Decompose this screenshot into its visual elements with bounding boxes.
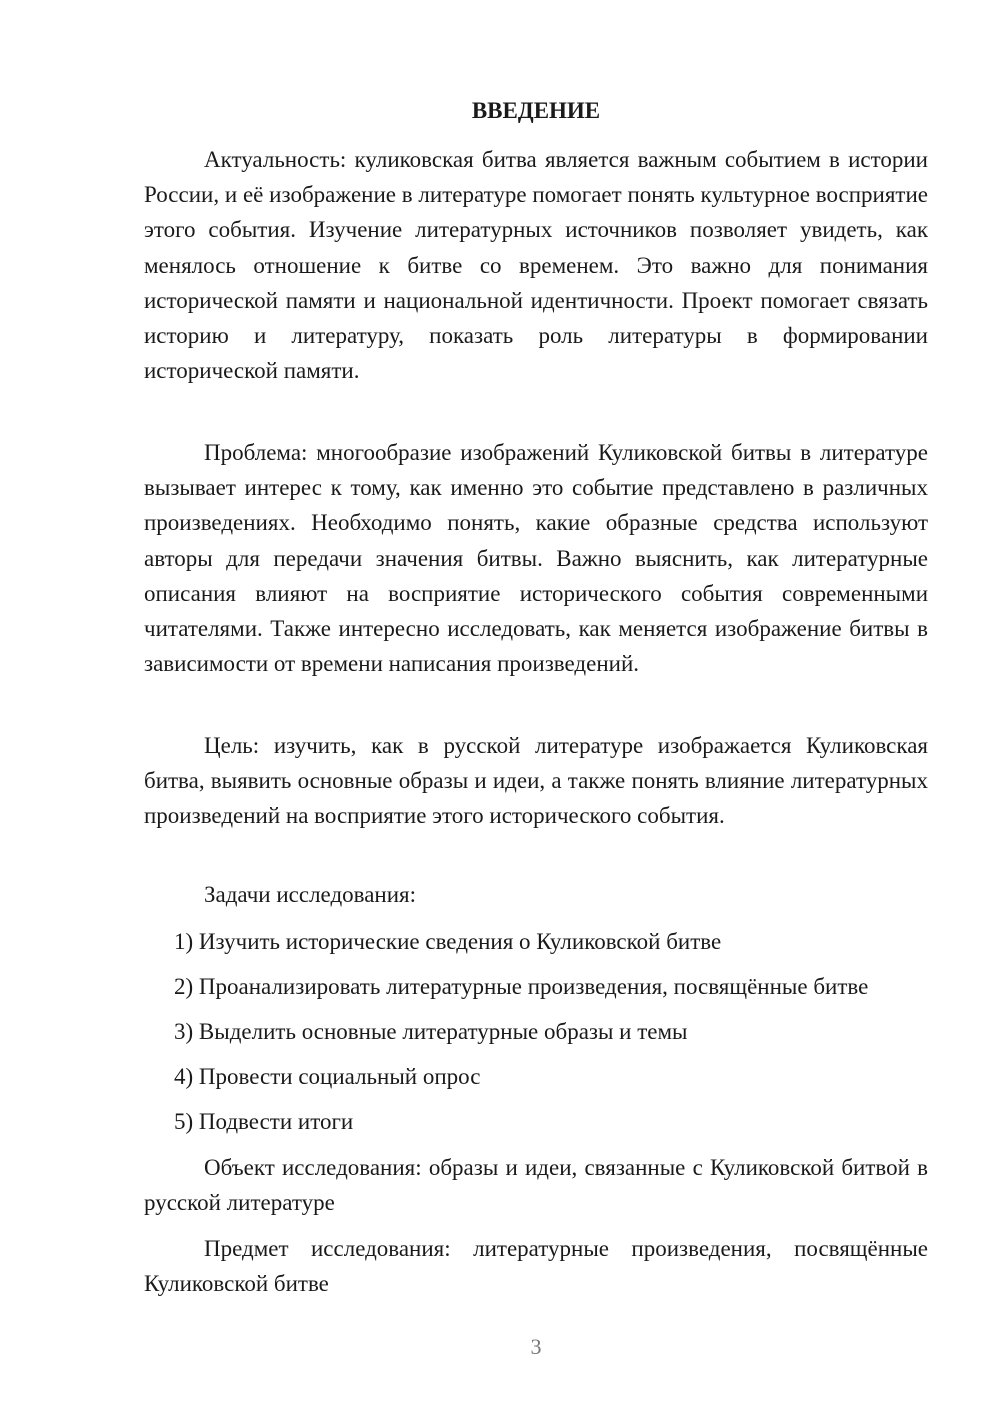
list-item: 1) Изучить исторические сведения о Куликовской битве <box>174 929 722 954</box>
list-item: 2) Проанализировать литературные произведения, посвящённые битве <box>174 974 869 999</box>
list-item: 4) Провести социальный опрос <box>174 1064 481 1089</box>
list-item: 5) Подвести итоги <box>174 1109 354 1134</box>
subject-paragraph: Предмет исследования: литературные произведения, посвящённые Куликовской битве <box>144 1236 928 1297</box>
page-number: 3 <box>530 1334 542 1359</box>
problem-paragraph: Проблема: многообразие изображений Куликовской битвы в литературе вызывает интерес к тому, как именно это событие представлено в различных произведениях. Необходимо понять, какие образные средства используют авторы для передачи значения битвы. Важно выяснить, как литературные описания влияют на восприятие исторического события современными читателями. Также интересно исследовать, как меняется изображение битвы в зависимости от времени написания произведений. <box>144 440 928 677</box>
relevance-paragraph: Актуальность: куликовская битва является важным событием в истории России, и её изображение в литературе помогает понять культурное восприятие этого события. Изучение литературных источников позволяет увидеть, как менялось отношение к битве со временем. Это важно для понимания исторической памяти и национальной идентичности. Проект помогает связать историю и литературу, показать роль литературы в формировании исторической памяти. <box>144 147 928 384</box>
tasks-heading: Задачи исследования: <box>204 882 417 907</box>
goal-paragraph: Цель: изучить, как в русской литературе изображается Куликовская битва, выявить основные образы и идеи, а также понять влияние литературных произведений на восприятие этого исторического события. <box>144 733 928 829</box>
list-item: 3) Выделить основные литературные образы и темы <box>174 1019 688 1044</box>
object-paragraph: Объект исследования: образы и идеи, связанные с Куликовской битвой в русской литературе <box>144 1155 928 1216</box>
page-title: ВВЕДЕНИЕ <box>471 98 601 123</box>
